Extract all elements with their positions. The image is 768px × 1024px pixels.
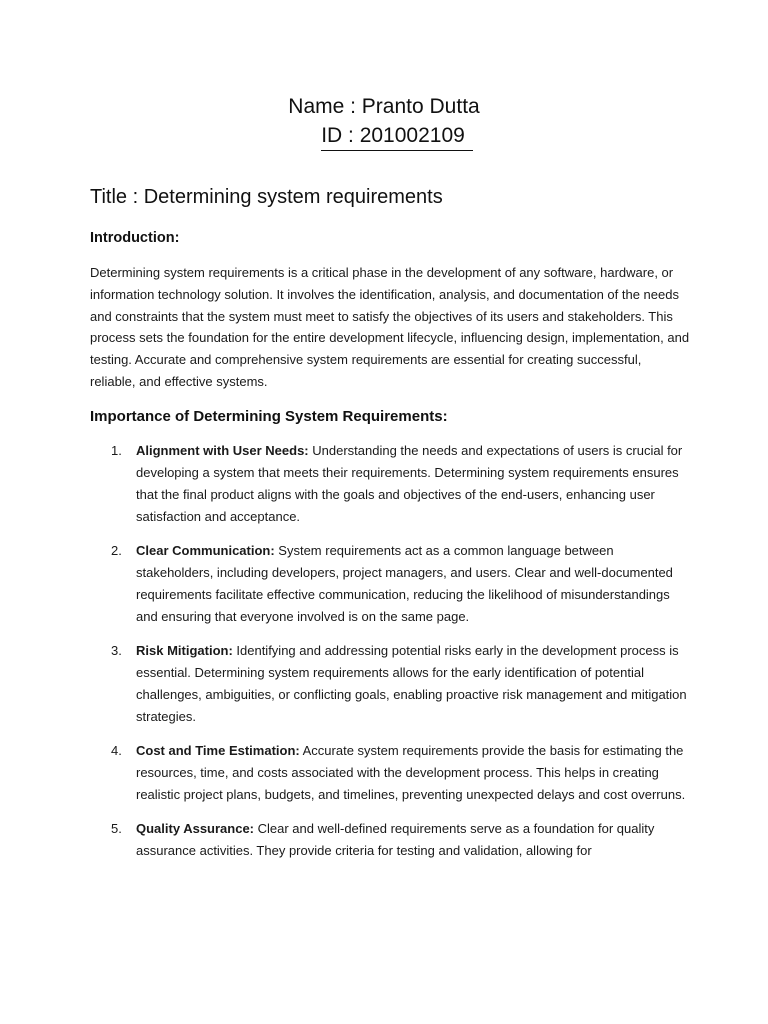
- list-item-term: Alignment with User Needs:: [136, 442, 309, 458]
- list-item-term: Quality Assurance:: [136, 820, 255, 836]
- list-item-number: 3.: [111, 642, 122, 658]
- list-item-number: 4.: [111, 742, 122, 758]
- list-item-text: Understanding the needs and expectations of users is crucial for developing a system that meets their requirements. Determining system requirements ensures that the final product aligns with the goals and objectives of the end-users, enhancing user satisfaction and acceptance.: [136, 442, 683, 524]
- list-item: [90, 740, 690, 806]
- list-item: [90, 540, 690, 628]
- student-id: ID : 201002109: [321, 122, 473, 151]
- document-body: [90, 180, 690, 874]
- list-item-text: Identifying and addressing potential risks early in the development process is essential. Determining system requirements allows for the early identification of potential challenges, ambiguities, or conflicting goals, enabling proactive risk management and mitigation strategies.: [136, 642, 687, 724]
- list-item-term: Risk Mitigation:: [136, 642, 233, 658]
- list-item-text: Accurate system requirements provide the basis for estimating the resources, time, and costs associated with the development process. This helps in creating realistic project plans, budgets, and timelines, preventing unexpected delays and cost overruns.: [136, 742, 686, 802]
- introduction-paragraph: Determining system requirements is a critical phase in the development of any software, hardware, or information technology solution. It involves the identification, analysis, and documentation of the needs and constraints that the system must meet to satisfy the objectives of its users and stakeholders. This process sets the foundation for the entire development lifecycle, influencing design, implementation, and testing. Accurate and comprehensive system requirements are essential for creating successful, reliable, and effective systems.: [90, 265, 690, 389]
- importance-list: [90, 440, 690, 862]
- list-item-term: Clear Communication:: [136, 542, 275, 558]
- list-item-number: 1.: [111, 442, 122, 458]
- document-header: [0, 92, 768, 151]
- introduction-heading: Introduction:: [90, 230, 180, 246]
- document-title: Title : Determining system requirements: [90, 186, 443, 208]
- author-name: Name : Pranto Dutta: [288, 95, 480, 118]
- list-item-number: 5.: [111, 820, 122, 836]
- list-item: [90, 818, 690, 862]
- list-item: [90, 640, 690, 728]
- list-item-text: Clear and well-defined requirements serve as a foundation for quality assurance activities. They provide criteria for testing and validation, allowing for: [136, 820, 655, 858]
- importance-heading: Importance of Determining System Requirements:: [90, 407, 448, 425]
- list-item-term: Cost and Time Estimation:: [136, 742, 300, 758]
- list-item: [90, 440, 690, 528]
- list-item-text: System requirements act as a common language between stakeholders, including developers, project managers, and users. Clear and well-documented requirements facilitate effective communication, reducing the likelihood of misunderstandings and ensuring that everyone involved is on the same page.: [136, 542, 673, 624]
- list-item-number: 2.: [111, 542, 122, 558]
